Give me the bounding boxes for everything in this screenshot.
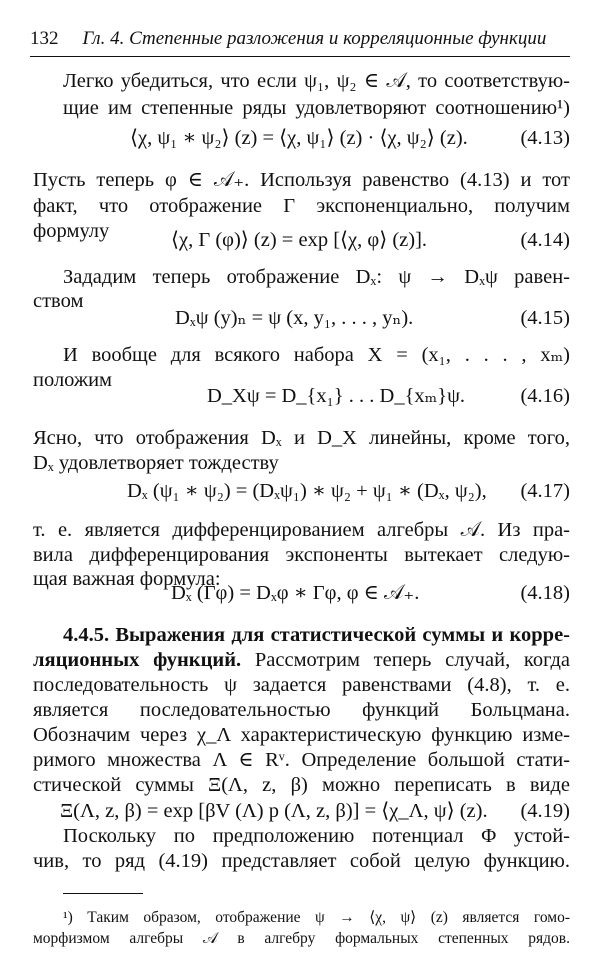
text-line: щая важная формула: [33,568,221,590]
running-header [30,28,570,52]
section-heading-continuation [33,647,570,673]
page-number: 132 [30,28,59,49]
text-line: Рассмотрим теперь случай, когда [254,649,570,671]
equation-number: (4.15) [520,307,570,329]
equation-4-16 [63,382,570,410]
equation-4-18 [63,579,570,607]
equation-number: (4.17) [520,480,570,502]
text-line: факт, что отображение Γ экспоненциально, получим [33,195,570,217]
text-line: вила дифференцирования экспоненты вытекает следую- [33,544,570,566]
equation-body: Dₓ (ψ₁ ∗ ψ₂) = (Dₓψ₁) ∗ ψ₂ + ψ₁ ∗ (Dₓ, ψ₂), [127,480,487,502]
equation-body: Dₓ (Γφ) = Dₓφ ∗ Γφ, φ ∈ 𝒜₊. [171,582,420,604]
text-line: Поскольку по предположению потенциал Φ устой- [63,825,570,847]
text-line: Ясно, что отображения Dₓ и D_X линейны, кроме того, [33,427,570,449]
header-rule [30,56,570,57]
text-line: т. е. является дифференцированием алгебры 𝒜. Из пра- [33,519,570,541]
section-heading-tail: ляционных функций. [33,649,242,671]
footnote-line: морфизмом алгебры 𝒜 в алгебру формальных степенных рядов. [33,930,570,947]
running-title: Гл. 4. Степенные разложения и корреляционные функции [82,28,547,49]
text-line: Легко убедиться, что если ψ₁, ψ₂ ∈ 𝒜, то соответствую- [63,70,570,92]
equation-number: (4.16) [520,385,570,407]
equation-4-19 [60,797,570,825]
text-line: Обозначим через χ_Λ характеристическую функцию изме- [33,724,570,746]
text-line: последовательность ψ задается равенствами (4.8), т. е. [33,674,570,696]
equation-number: (4.18) [520,582,570,604]
equation-4-14 [63,226,570,254]
text-line: стической суммы Ξ(Λ, z, β) можно переписать в виде [33,774,570,796]
equation-body: D_Xψ = D_{x₁} . . . D_{xₘ}ψ. [207,385,466,407]
equation-4-17 [63,477,570,505]
text-line: Зададим теперь отображение Dₓ: ψ → Dₓψ равен- [63,266,570,288]
equation-body: Ξ(Λ, z, β) = exp [βV (Λ) p (Λ, z, β)] = ⟨χ_Λ, ψ⟩ (z). [60,800,488,822]
equation-body: ⟨χ, ψ₁ ∗ ψ₂⟩ (z) = ⟨χ, ψ₁⟩ (z) · ⟨χ, ψ₂⟩ (z). [130,127,468,149]
text-line: является последовательностью функций Больцмана. [33,699,570,721]
text-line: Пусть теперь φ ∈ 𝒜₊. Используя равенство (4.13) и тот [33,169,570,191]
equation-number: (4.19) [520,800,570,822]
text-line: чив, то ряд (4.19) представляет собой целую функцию. [33,850,570,872]
text-line: щие им степенные ряды удовлетворяют соотношению¹) [63,97,570,119]
text-line: И вообще для всякого набора X = (x₁, . . . , xₘ) [63,344,570,366]
equation-body: ⟨χ, Γ (φ)⟩ (z) = exp [⟨χ, φ⟩ (z)]. [171,229,428,251]
text-line: положим [33,369,113,391]
equation-number: (4.13) [520,127,570,149]
equation-4-13 [63,124,570,152]
text-line: Dₓ удовлетворяет тождеству [33,452,279,474]
equation-body: Dₓψ (y)ₙ = ψ (x, y₁, . . . , yₙ). [175,307,414,329]
equation-number: (4.14) [520,229,570,251]
text-line: ством [33,290,84,312]
equation-4-15 [63,304,570,332]
footnote-rule [63,893,143,894]
text-line: римого множества Λ ∈ Rᵛ. Определение большой стати- [33,749,570,771]
section-heading: 4.4.5. Выражения для статистической суммы и корре- [63,624,570,646]
footnote-line: ¹) Таким образом, отображение ψ → ⟨χ, ψ⟩ (z) является гомо- [63,909,570,926]
text-line: формулу [33,220,110,242]
